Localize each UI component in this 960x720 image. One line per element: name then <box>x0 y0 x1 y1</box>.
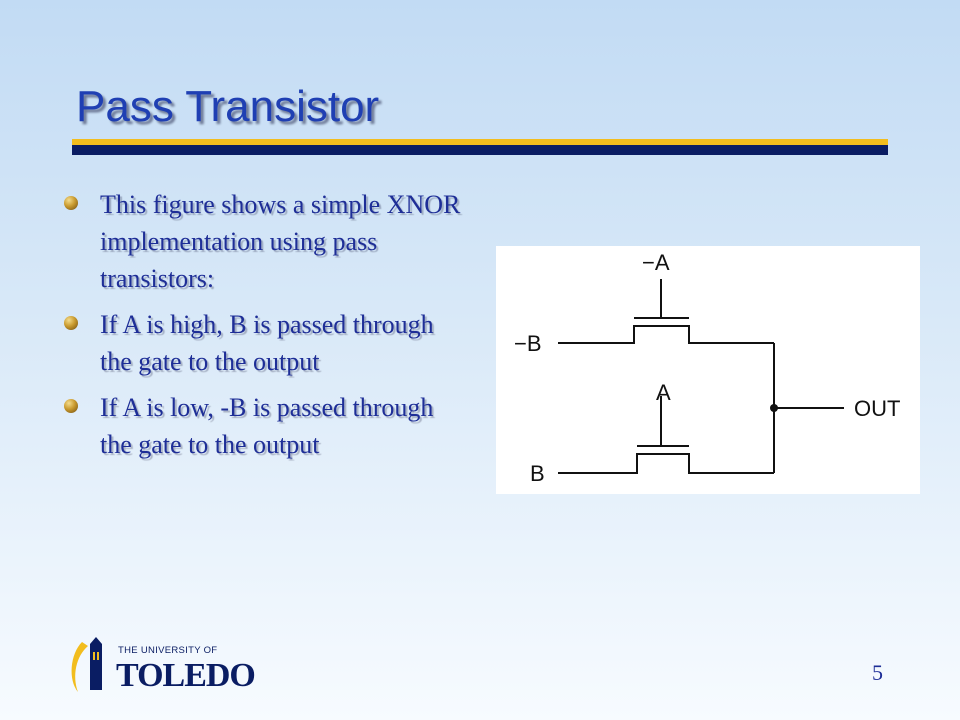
label-a: A <box>656 380 671 405</box>
bullet-dot-icon <box>64 399 78 413</box>
circuit-figure <box>496 246 920 494</box>
bullet-item <box>62 186 462 297</box>
slide-title: Pass Transistor <box>76 82 380 131</box>
top-channel-wire <box>558 326 774 343</box>
bullet-text: This figure shows a simple XNOR implementation using pass transistors: <box>100 190 461 293</box>
title-underline-navy <box>72 145 888 155</box>
bullet-dot-icon <box>64 196 78 210</box>
logo-subtitle: THE UNIVERSITY OF <box>118 645 218 656</box>
label-not-a: −A <box>642 250 670 275</box>
page-number: 5 <box>872 660 883 685</box>
bullet-text: If A is high, B is passed through the gate to the output <box>100 310 434 376</box>
logo-tower-icon <box>68 636 116 696</box>
university-logo <box>68 636 255 696</box>
bottom-channel-wire <box>558 454 774 473</box>
bullet-text: If A is low, -B is passed through the gate to the output <box>100 393 434 459</box>
bullet-item <box>62 389 462 463</box>
bullet-dot-icon <box>64 316 78 330</box>
pass-transistor-circuit-diagram <box>496 246 920 494</box>
output-junction-dot <box>770 404 778 412</box>
bullet-list <box>62 186 462 472</box>
bullet-item <box>62 306 462 380</box>
logo-wordmark: TOLEDO <box>116 657 255 694</box>
label-b: B <box>530 461 545 486</box>
label-not-b: −B <box>514 331 542 356</box>
label-out: OUT <box>854 396 901 421</box>
